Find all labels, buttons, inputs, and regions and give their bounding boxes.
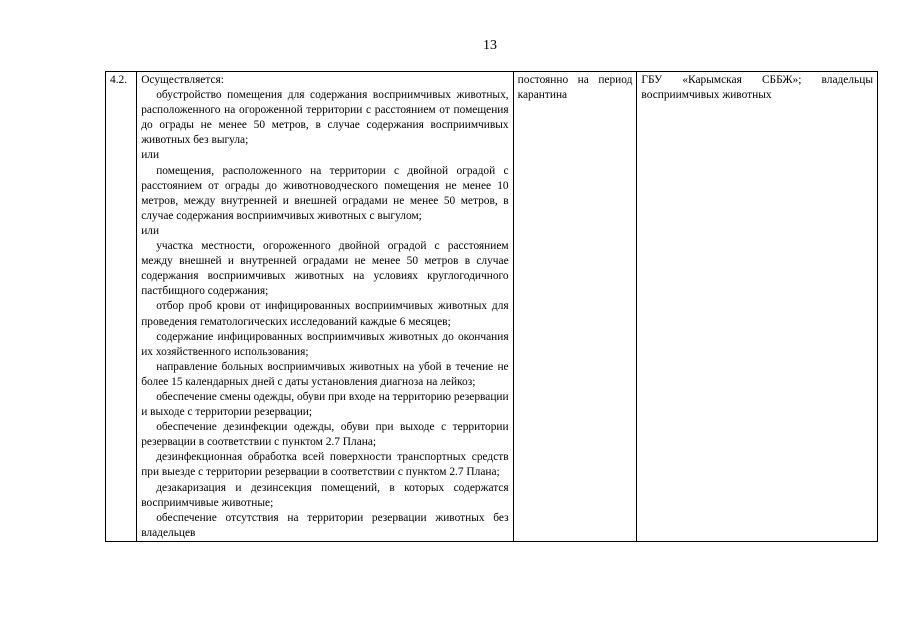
measure-paragraph: обеспечение отсутствия на территории резервации животных без владельцев — [141, 511, 509, 539]
page-number: 13 — [483, 38, 497, 53]
measure-paragraph: содержание инфицированных восприимчивых животных до окончания их хозяйственного использования; — [141, 330, 509, 358]
executor-cell — [637, 72, 878, 542]
measure-intro: Осуществляется: — [141, 74, 224, 86]
row-number: 4.2. — [106, 72, 137, 542]
measure-paragraph: помещения, расположенного на территории с двойной оградой с расстоянием от ограды до животноводческого помещения не менее 10 метров, между внутренней и внешней оградами не менее 50 метров, в случае содержания восприимчивых животных с выгулом; — [141, 164, 509, 222]
measure-paragraph: или — [141, 224, 160, 237]
measure-paragraph: обустройство помещения для содержания восприимчивых животных, расположенного на огороженной территории с расстоянием от помещения до ограды не менее 50 метров, в случае содержания восприимчивых животных без выгула; — [141, 89, 509, 147]
measure-paragraph: отбор проб крови от инфицированных восприимчивых животных для проведения гематологических исследований каждые 6 месяцев; — [141, 300, 509, 328]
measure-paragraph: участка местности, огороженного двойной оградой с расстоянием между внешней и внутренней оградами не менее 50 метров в случае содержания восприимчивых животных на условиях круглогодичного пастбищного содержания; — [141, 240, 509, 298]
measure-cell — [137, 72, 513, 542]
term-cell — [513, 72, 637, 542]
executor-text: ГБУ «Карымская СББЖ»; владельцы восприимчивых животных — [641, 74, 873, 102]
table-row — [106, 72, 878, 542]
plan-table — [105, 71, 878, 542]
measure-paragraph: дезинфекционная обработка всей поверхности транспортных средств при выезде с территории резервации в соответствии с пунктом 2.7 Плана; — [141, 451, 509, 479]
measure-paragraph: дезакаризация и дезинсекция помещений, в которых содержатся восприимчивые животные; — [141, 481, 509, 509]
measure-list — [141, 88, 508, 541]
measure-paragraph: обеспечение дезинфекции одежды, обуви при выходе с территории резервации в соответствии с пунктом 2.7 Плана; — [141, 421, 509, 449]
measure-paragraph: направление больных восприимчивых животных на убой в течение не более 15 календарных дней с даты установления диагноза на лейкоз; — [141, 360, 509, 388]
term-text: постоянно на период карантина — [517, 74, 633, 102]
measure-paragraph: обеспечение смены одежды, обуви при входе на территорию резервации и выходе с территории резервации; — [141, 390, 509, 419]
measure-paragraph: или — [141, 149, 160, 162]
